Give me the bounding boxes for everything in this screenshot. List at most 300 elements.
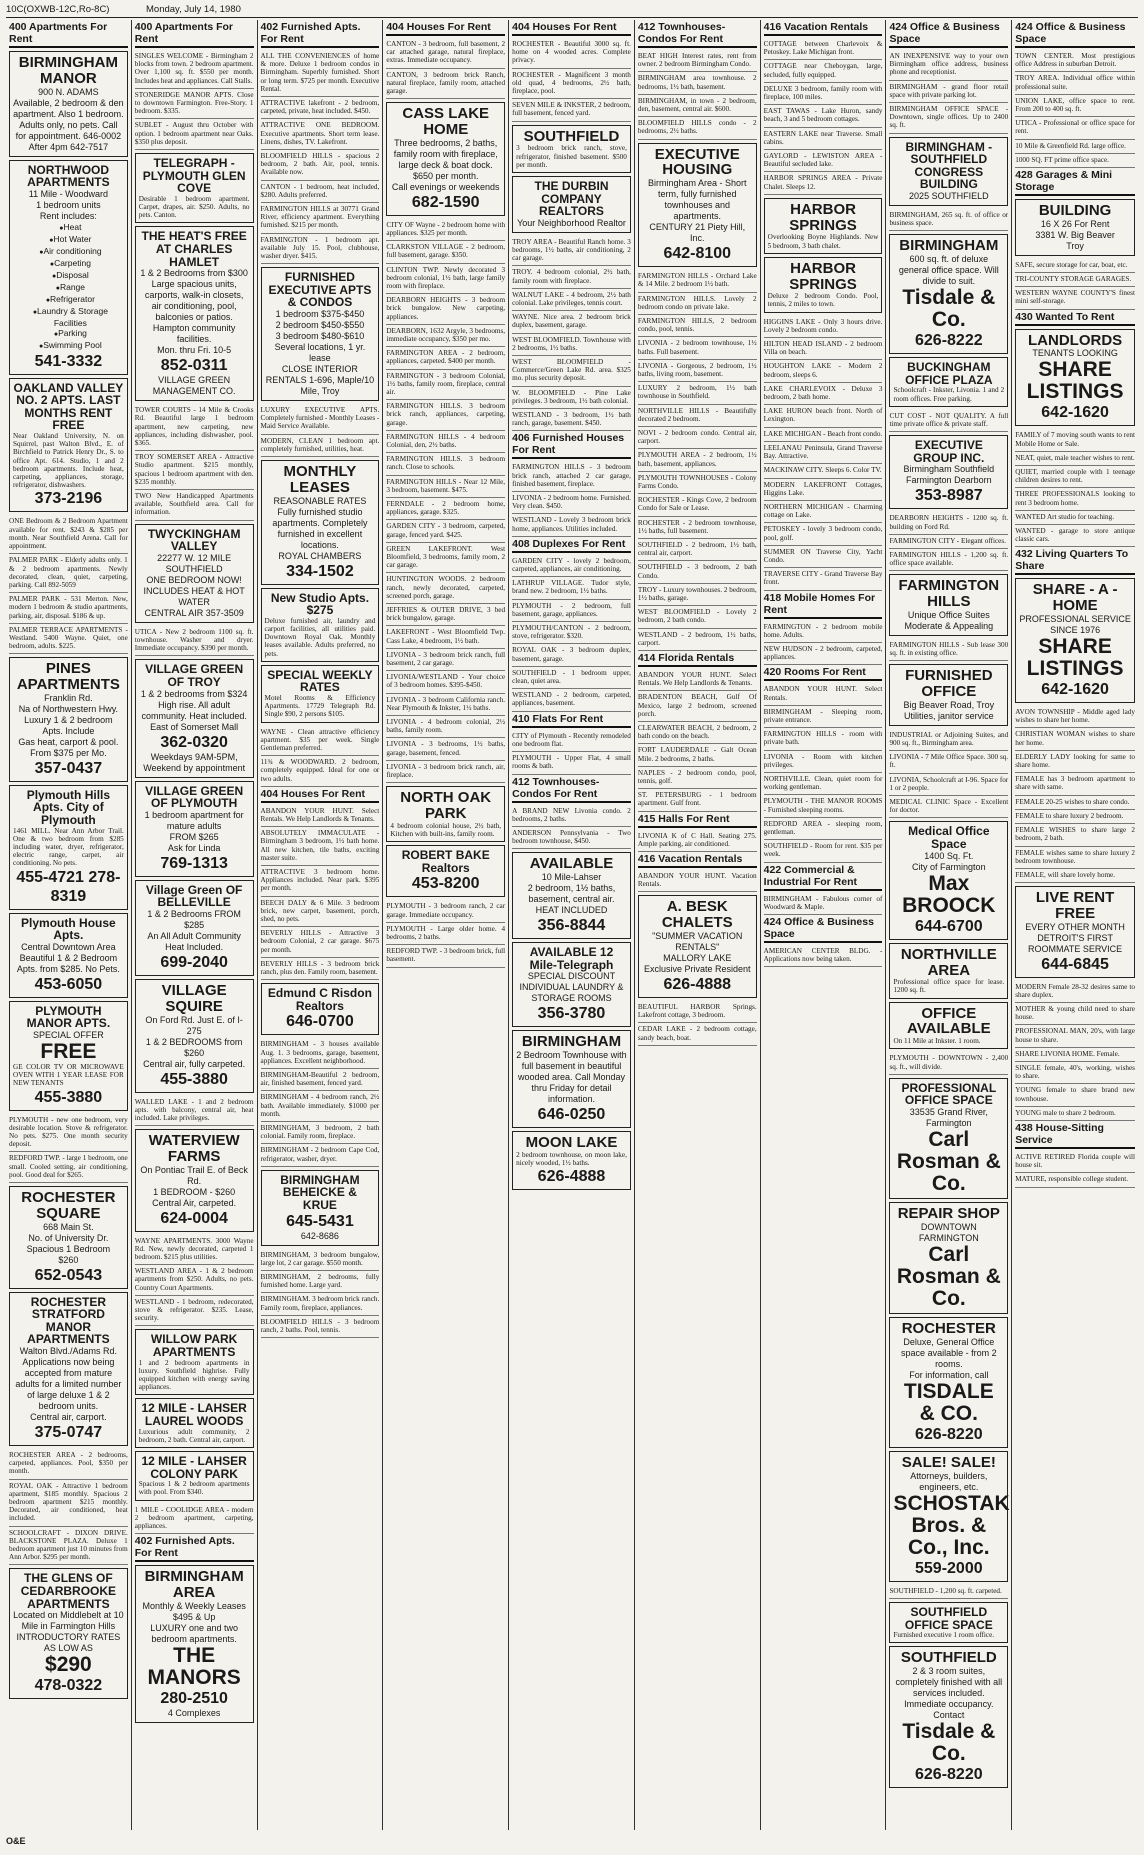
ad-text: FEMALE WISHES to share large 2 bedroom, 2 bath. xyxy=(1015,826,1135,843)
ad-text: WESTLAND - 3 bedroom, 1½ bath ranch, garage, basement. $450. xyxy=(512,411,631,428)
display-ad xyxy=(135,781,254,877)
display-ad xyxy=(764,257,883,313)
ad-text: WEST BLOOMFIELD - Commerce/Green Lake Rd. area. $325 mo. plus security deposit. xyxy=(512,358,631,383)
ad-text: BEECH DALY & 6 Mile. 3 bedroom brick, new carpet, basement, porch, shed, no pets. xyxy=(260,898,380,924)
ad-text: BIRMINGHAM - 4 bedroom ranch, 2½ bath. Available immediately. $1000 per month. xyxy=(260,1093,380,1118)
ad-text: BIRMINGHAM, 2 bedrooms, fully furnished home. Large yard. xyxy=(260,1273,380,1290)
ad-text: MODERN LAKEFRONT Cottages, Higgins Lake. xyxy=(763,480,883,497)
ad-text: FERNDALE - 2 bedroom home, appliances, garage. $325. xyxy=(386,500,506,517)
ad-headline: BUCKINGHAM OFFICE PLAZA xyxy=(905,360,993,387)
ad-line: Franklin Rd. xyxy=(44,692,93,703)
ad-headline: AVAILABLE xyxy=(529,855,614,873)
ad-text: LEELANAU Peninsula, Grand Traverse Bay. Attractive. xyxy=(763,443,883,461)
ad-line: 3 bedroom $480-$610 xyxy=(275,331,365,342)
ad-text: UTICA - Professional or office space for rent. xyxy=(1015,119,1135,136)
ad-headline: SALE! SALE! xyxy=(901,1453,996,1471)
classified-ad xyxy=(386,945,505,967)
ad-line: 1 & 2 Bedrooms FROM $285 xyxy=(147,909,241,930)
ad-text: BIRMINGHAM - 3 houses available Aug. 1. 3 bedrooms, garage, basement, appliances. Excellent neighborhood. xyxy=(260,1040,380,1065)
ad-phone: 541-3332 xyxy=(34,352,103,370)
display-ad xyxy=(9,657,128,782)
ad-phone: 682-1590 xyxy=(411,193,480,211)
ad-headline: LIVE RENT FREE xyxy=(1035,889,1115,922)
classified-ad xyxy=(261,404,380,435)
ad-text: ROYAL OAK - 3 bedroom duplex, basement, garage. xyxy=(512,646,631,663)
ad-headline: SOUTHFIELD xyxy=(523,127,620,145)
ad-headline: ROCHESTER SQUARE xyxy=(21,1189,116,1222)
ad-headline: SHARE - A - HOME xyxy=(1032,581,1118,615)
classified-ad xyxy=(1015,773,1135,795)
ad-phone: 626-8220 xyxy=(915,1766,983,1784)
section-heading: 404 Houses For Rent xyxy=(512,20,631,36)
classified-ad xyxy=(1015,1003,1135,1025)
ad-phone: 652-0543 xyxy=(34,1266,103,1284)
classified-ad xyxy=(1015,810,1135,824)
section-heading: 438 House-Sitting Service xyxy=(1015,1121,1135,1149)
ad-text: ROCHESTER - Magnificent 3 month old quad, 4 bedrooms, 2½ bath, fireplace, pool. xyxy=(512,70,631,96)
classified-ad xyxy=(9,1449,128,1480)
section-heading: 422 Commercial & Industrial For Rent xyxy=(764,863,883,891)
classified-ad xyxy=(889,103,1008,134)
ad-phone: 626-8222 xyxy=(915,332,983,350)
classified-ad xyxy=(1015,796,1135,810)
classified-ad xyxy=(889,50,1008,81)
ad-text: HILTON HEAD ISLAND - 2 bedroom Villa on beach. xyxy=(763,340,883,357)
classified-ad xyxy=(764,818,883,840)
ad-text: PLYMOUTH AREA - 2 bedroom, 1½ bath, basement, appliances. xyxy=(637,451,757,468)
amenity-item: ● Parking xyxy=(17,328,124,340)
classified-ad xyxy=(764,360,883,382)
page-date: Monday, July 14, 1980 xyxy=(146,4,241,15)
display-ad xyxy=(135,659,254,777)
classified-ad xyxy=(1015,140,1135,154)
section-heading: 402 Furnished Apts. For Rent xyxy=(135,1534,254,1562)
classified-ad xyxy=(9,1527,128,1566)
ad-line: Rent includes: xyxy=(39,210,97,221)
ad-text: On 11 Mile at Inkster. 1 room. xyxy=(893,1037,981,1046)
amenity-item: ● Disposal xyxy=(17,270,124,282)
ad-text: ATTRACTIVE 3 bedroom home. Appliances included. Near park. $395 per month. xyxy=(260,868,380,893)
ad-line: 2 bedroom, 1½ baths, basement, central air. xyxy=(527,883,616,905)
classified-ad xyxy=(764,405,883,427)
display-ad xyxy=(135,1451,254,1501)
display-ad xyxy=(889,357,1008,407)
classified-ad xyxy=(512,38,631,69)
ad-line: "SUMMER VACATION RENTALS" xyxy=(652,930,743,952)
ad-headline: WILLOW PARK APARTMENTS xyxy=(150,1332,238,1360)
ad-text: INDUSTRIAL or Adjoining Suites, and 900 sq. ft., Birmingham area. xyxy=(889,730,1009,748)
classified-ad xyxy=(386,738,505,760)
display-ad xyxy=(889,234,1008,354)
ad-headline: Village Green OF BELLEVILLE xyxy=(145,882,243,910)
ad-phone: 646-0700 xyxy=(286,1013,354,1031)
display-ad xyxy=(9,378,128,513)
ad-headline: NORTH OAK PARK xyxy=(400,789,492,823)
classified-ad xyxy=(261,866,380,897)
display-ad xyxy=(638,895,757,998)
ad-text: PLYMOUTH - 3 bedroom ranch, 2 car garage. Immediate occupancy. xyxy=(386,902,506,919)
ad-tail: 642-8686 xyxy=(300,1230,339,1241)
classified-ad xyxy=(135,1265,254,1296)
ad-text: LIVONIA/WESTLAND - Your choice of 3 bedroom homes. $395-$450. xyxy=(386,673,506,690)
ad-text: BEVERLY HILLS - Attractive 3 bedroom Colonial, 2 car garage. $675 per month. xyxy=(260,929,380,954)
ad-text: TROY AREA. Individual office within professional suite. xyxy=(1015,74,1135,91)
ad-text: FEMALE wishes same to share luxury 2 bedroom townhouse. xyxy=(1015,848,1135,865)
classified-ad xyxy=(261,1293,380,1315)
ad-text: DELUXE 3 bedroom, family room with fireplace, 100 miles. xyxy=(763,84,883,102)
ad-text: HARBOR SPRINGS AREA - Private Chalet. Sleeps 12. xyxy=(763,174,883,191)
classified-ad xyxy=(135,404,254,451)
display-ad xyxy=(512,1030,631,1128)
classified-ad xyxy=(638,539,757,561)
display-ad xyxy=(1015,329,1135,427)
ad-text: BLOOMFIELD HILLS condo - 2 bedrooms, 2½ baths. xyxy=(637,119,757,136)
section-heading: 432 Living Quarters To Share xyxy=(1015,547,1135,575)
classified-ad xyxy=(764,442,883,464)
classified-ad xyxy=(638,870,757,892)
ad-text: REDFORD AREA - sleeping room, gentleman. xyxy=(763,819,883,836)
ad-line: Big Beaver Road, Troy xyxy=(903,699,995,710)
ad-headline: MOON LAKE xyxy=(525,1134,618,1151)
classified-ad xyxy=(261,958,380,980)
classified-ad xyxy=(261,97,380,119)
ad-headline: NORTHVILLE AREA xyxy=(900,945,997,979)
section-heading: 415 Halls For Rent xyxy=(638,812,757,828)
classified-ad xyxy=(638,669,757,691)
column-1 xyxy=(6,20,132,1830)
ad-phone: 646-0250 xyxy=(537,1106,606,1123)
classified-ad xyxy=(1015,981,1135,1003)
ad-line: Mon. thru Fri. 10-5 xyxy=(157,345,232,356)
classified-ad xyxy=(512,69,631,100)
classified-ad xyxy=(386,294,505,325)
ad-text: BLOOMFIELD HILLS - spacious 2 bedroom, 2 bath. Air, pool, tennis. Available now. xyxy=(260,152,380,177)
classified-ad xyxy=(1015,511,1135,525)
ad-text: FARMINGTON HILLS - room with private bath. xyxy=(763,730,883,747)
classified-ad xyxy=(1015,95,1135,117)
ad-headline: BIRMINGHAM BEHEICKE & KRUE xyxy=(280,1172,360,1213)
ad-text: Desirable 1 bedroom apartment. Carpet, drapes, air. $250. Adults, no pets. Canton. xyxy=(138,194,250,220)
ad-text: Luxurious adult community, 2 bedroom, 2 bath. Central air, carport. xyxy=(138,1427,250,1444)
display-ad xyxy=(261,460,380,585)
ad-text: HIGGINS LAKE - Only 3 hours drive. Lovely 2 bedroom condo. xyxy=(763,317,883,334)
ad-line: 1 & 2 BEDROOMS from $260 xyxy=(145,1036,243,1058)
ad-text: CHRISTIAN WOMAN wishes to share her home. xyxy=(1015,730,1135,747)
ad-text: 2 bedroom townhouse, on moon lake, nicely wooded, 1½ baths. xyxy=(516,1150,627,1167)
ad-phone: 559-2000 xyxy=(915,1559,983,1577)
classified-ad xyxy=(764,383,883,405)
classified-ad xyxy=(638,337,757,359)
ad-feature: Tisdale & Co. xyxy=(902,1720,996,1766)
classified-ad xyxy=(386,923,505,945)
ad-text: PETOSKEY - lovely 3 bedroom condo, pool, golf. xyxy=(763,525,883,542)
ad-text: BLOOMFIELD HILLS - 3 bedroom ranch, 2 baths. Pool, tennis. xyxy=(260,1317,380,1335)
display-ad xyxy=(9,913,128,998)
classified-ad xyxy=(638,722,757,744)
ad-text: FARMINGTON HILLS - Sub lease 300 sq. ft. in existing office. xyxy=(889,640,1009,658)
classified-ad xyxy=(889,751,1008,773)
ad-text: CITY of Plymouth - Recently remodeled one bedroom flat. xyxy=(512,731,631,748)
ad-text: NEW HUDSON - 2 bedroom, carpeted, appliances. xyxy=(763,644,883,662)
display-ad xyxy=(512,176,631,233)
ad-feature: TISDALE & CO. xyxy=(903,1379,994,1425)
ad-line: 1 bedroom units xyxy=(36,199,101,210)
classified-ad xyxy=(1015,259,1135,273)
ad-line: Deluxe, General Office space available - from 2 rooms. xyxy=(901,1336,997,1369)
classified-ad xyxy=(764,128,883,150)
ad-text: AVON TOWNSHIP - Middle aged lady wishes to share her home. xyxy=(1015,708,1135,725)
ad-line: 900 N. ADAMS xyxy=(38,86,99,97)
ad-text: LATHRUP VILLAGE. Tudor style, brand new. 2 bedroom, 1½ baths. xyxy=(512,579,631,596)
ad-line: 1400 Sq. Ft. xyxy=(924,850,974,861)
classified-ad xyxy=(1015,1025,1135,1047)
ad-text: 1461 MILL. Near Ann Arbor Trail. One & two bedroom from $285 including water, dryer, refrigerator, electric range, carpet, air conditioning. No pets. xyxy=(13,826,124,868)
section-heading: 424 Office & Business Space xyxy=(889,20,1008,48)
classified-ad xyxy=(764,523,883,545)
ad-text: CUT COST - NOT QUALITY. A full time private office & private staff. xyxy=(889,411,1009,429)
classified-ad xyxy=(386,520,505,542)
ad-headline: SOUTHFIELD OFFICE SPACE xyxy=(904,1604,993,1632)
ad-text: LIVONIA - 3 bedrooms, 1½ baths, garage, basement, fenced. xyxy=(386,740,506,757)
ad-text: COTTAGE near Cheboygan, large, secluded, fully equipped. xyxy=(763,62,883,79)
ad-line: INTRODUCTORY RATES AS LOW AS xyxy=(16,1632,121,1654)
ad-text: PLYMOUTH - new one bedroom, very desirable location. Stove & refrigerator. No pets. $275. One month security deposit. xyxy=(9,1115,128,1149)
ad-text: Motel Rooms & Efficiency Apartments. 17729 Telegraph Rd. Single $90, 2 persons $105. xyxy=(264,693,376,719)
ad-phone: 280-2510 xyxy=(160,1689,228,1707)
ad-text: ABANDON YOUR HUNT. Select Rentals. We Help Landlords & Tenants. xyxy=(260,806,380,823)
ad-text: PALMER PARK - 531 Merton. New, modern 1 bedroom & studio apartments, parking, air, disposal. $186 & up. xyxy=(9,595,128,620)
ad-phone: 642-1620 xyxy=(1041,404,1109,422)
display-ad xyxy=(135,880,254,976)
classified-ad xyxy=(386,347,505,369)
ad-text: WANTED Art studio for teaching. xyxy=(1015,512,1115,521)
ad-line: HEAT INCLUDED xyxy=(535,905,608,916)
ad-text: BEVERLY HILLS - 3 bedroom brick ranch, plus den. Family room, basement. xyxy=(260,959,380,977)
ad-text: MACKINAW CITY. Sleeps 6. Color TV. xyxy=(763,466,882,475)
classified-ad xyxy=(764,773,883,795)
ad-text: YOUNG male to share 2 bedroom. xyxy=(1015,1108,1116,1117)
ad-text: ROCHESTER - Beautiful 3000 sq. ft. home on 4 wooded acres. Complete privacy. xyxy=(512,40,631,65)
ad-text: FARMINGTON - 3 bedroom Colonial, 1½ baths, family room, fireplace, central air. xyxy=(386,371,506,396)
ad-line: SPECIAL OFFER xyxy=(33,1030,104,1040)
ad-feature: Max BROOCK xyxy=(902,871,996,917)
display-ad xyxy=(889,1451,1008,1582)
classified-ad xyxy=(261,1316,380,1338)
ad-text: REDFORD TWP. - 3 bedroom brick, full basement. xyxy=(386,947,506,964)
ad-line: From $375 per Mo. xyxy=(30,747,107,758)
ad-text: SUMMER ON Traverse City, Yacht Condo. xyxy=(763,547,883,564)
ad-headline: BIRMINGHAM - SOUTHFIELD CONGRESS BUILDING xyxy=(905,139,993,192)
ad-text: NOVI - 2 bedroom condo. Central air, carport. xyxy=(637,428,757,446)
classified-ad xyxy=(512,555,631,577)
classified-ad xyxy=(261,1249,380,1271)
classified-ad xyxy=(1015,1107,1135,1121)
ad-text: GREEN LAKEFRONT. West Bloomfield, 3 bedrooms, family room, 2 car garage. xyxy=(386,544,506,570)
ad-phone: 478-0322 xyxy=(34,1677,103,1695)
ad-text: LIVONIA - Room with kitchen privileges. xyxy=(763,752,883,769)
ad-line: EVERY OTHER MONTH xyxy=(1025,921,1125,932)
classified-ad xyxy=(638,494,757,516)
display-ad xyxy=(135,226,254,401)
ad-headline: PLYMOUTH MANOR APTS. xyxy=(26,1003,111,1031)
section-heading: 404 Houses For Rent xyxy=(261,787,380,803)
ad-text: HUNTINGTON WOODS. 2 bedroom ranch, newly decorated, carpeted, screened porch, garage. xyxy=(386,575,506,600)
ad-text: Professional office space for lease. 1200 sq. ft. xyxy=(893,978,1005,995)
classified-ad xyxy=(386,325,505,347)
column-6 xyxy=(635,20,761,1830)
column-5 xyxy=(509,20,635,1830)
classified-ad xyxy=(261,1091,380,1122)
classified-ad xyxy=(512,99,631,121)
ad-line: Na of Northwestern Hwy. xyxy=(18,703,119,714)
ad-headline: THE DURBIN COMPANY REALTORS xyxy=(534,178,609,219)
classified-ad xyxy=(386,38,505,69)
classified-ad xyxy=(261,50,380,97)
display-ad xyxy=(1015,199,1135,256)
classified-ad xyxy=(889,535,1008,549)
ad-line: 11 Mile - Woodward xyxy=(28,188,108,199)
amenity-list xyxy=(13,222,124,352)
classified-ad xyxy=(638,315,757,337)
ad-text: HOUGHTON LAKE - Modern 2 bedroom, sleeps 6. xyxy=(763,362,883,379)
ad-text: ONE Bedroom & 2 Bedroom Apartment available for rent. $243 & $285 per month. Near Southfield Arena. Call for appointment. xyxy=(9,517,128,551)
classified-ad xyxy=(638,405,757,427)
classified-ad xyxy=(1015,50,1135,72)
ad-phone: 644-6700 xyxy=(915,917,983,935)
ad-text: Deluxe 2 bedroom Condo. Pool, tennis, 2 miles to town. xyxy=(767,292,879,309)
display-ad xyxy=(889,1202,1008,1314)
ad-text: WESTLAND AREA - 1 & 2 bedroom apartments from $250. Adults, no pets. Country Court Apartments. xyxy=(134,1267,254,1292)
classified-ad xyxy=(9,1114,128,1153)
ad-line: 2 Bedroom Townhouse with full basement in beautiful wooded area. Call Monday thru Friday for detail information. xyxy=(516,1050,627,1104)
column-3 xyxy=(258,20,384,1830)
ad-text: ABANDON YOUR HUNT. Vacation Rentals. xyxy=(637,872,757,889)
classified-ad xyxy=(889,774,1008,796)
ad-headline: VILLAGE GREEN OF PLYMOUTH xyxy=(145,783,244,811)
ad-text: TOWER COURTS - 14 Mile & Crooks Rd. Beautiful large 1 bedroom apartment, new carpeting, new appliances, including dishwasher, pool. $365. xyxy=(134,406,254,448)
ad-phone: 699-2040 xyxy=(160,954,228,971)
classified-ad xyxy=(638,427,757,449)
classified-ad xyxy=(512,730,631,752)
section-heading: 420 Rooms For Rent xyxy=(764,665,883,681)
display-ad xyxy=(135,153,254,223)
ad-line: ONE BEDROOM NOW! INCLUDES HEAT & HOT WATER xyxy=(143,574,245,607)
ad-text: FEMALE has 3 bedroom apartment to share with same. xyxy=(1015,775,1135,792)
classified-ad xyxy=(261,150,380,181)
classified-ad xyxy=(386,900,505,922)
ad-feature: THE MANORS xyxy=(147,1643,241,1689)
display-ad xyxy=(638,143,757,268)
ad-line: Birmingham Area - Short term, fully furnished townhouses and apartments. xyxy=(647,178,747,222)
classified-ad xyxy=(764,38,883,60)
classified-ad xyxy=(9,1152,128,1183)
ad-text: ST. PETERSBURG - 1 bedroom apartment. Gulf front. xyxy=(637,791,757,808)
classified-ad xyxy=(638,270,757,292)
ad-text: QUIET, married couple with 1 teenage children desires to rent. xyxy=(1015,468,1135,485)
classified-ad xyxy=(889,1052,1008,1074)
ad-text: LAKEFRONT - West Bloomfield Twp. Cass Lake, 4 bedroom, 1½ bath. xyxy=(386,628,506,645)
ad-text: LAKE HURON beach front. North of Lexington. xyxy=(763,407,883,424)
classified-ad xyxy=(1015,72,1135,94)
ad-text: MODERN Female 28-32 desires same to share duplex. xyxy=(1015,982,1135,999)
amenity-item: ● Hot Water xyxy=(17,234,124,246)
ad-line: 2 bedroom $450-$550 xyxy=(275,320,365,331)
ad-text: 4 bedroom colonial house, 2½ bath, Kitchen with built-ins, family room. xyxy=(390,821,502,838)
classified-ad xyxy=(1015,706,1135,728)
classified-ad xyxy=(261,1271,380,1293)
ad-text: SINGLES WELCOME - Birmingham 2 blocks from town. 2 bedroom apartment. Over 1,100 sq. ft. $550 per month. Includes heat and appliances. Call Stalls. xyxy=(134,52,254,85)
display-ad xyxy=(135,1398,254,1448)
ad-text: ANDERSON Pennsylvania - Two bedroom townhouse, $450. xyxy=(512,828,631,846)
ad-text: WEST BLOOMFIELD - Lovely 2 bedroom, 2 bath condo. xyxy=(637,608,757,625)
display-ad xyxy=(386,102,505,216)
ad-text: BRADENTON BEACH, Gulf Of Mexico, large 2 bedroom, screened porch. xyxy=(637,693,757,718)
classified-ad xyxy=(638,1001,757,1023)
column-7 xyxy=(761,20,887,1830)
ad-headline: 12 MILE - LAHSER COLONY PARK xyxy=(141,1454,247,1481)
classified-ad xyxy=(512,644,631,666)
ad-text: REDFORD TWP. - large 1 bedroom, one small. Cooled setting, air conditioning, pool. Good deal for $265. xyxy=(9,1154,128,1179)
ad-headline: NORTHWOOD APARTMENTS xyxy=(27,162,110,190)
ad-text: FARMINGTON HILLS, 2 bedroom condo, pool, tennis. xyxy=(637,316,757,334)
ad-text: BIRMINGHAM - Sleeping room, private entrance. xyxy=(763,707,883,724)
ad-line: 668 Main St. xyxy=(43,1221,94,1232)
ad-headline: BIRMINGHAM xyxy=(899,237,999,255)
display-ad xyxy=(512,852,631,939)
display-ad xyxy=(135,1129,254,1232)
ad-text: FARMINGTON HILLS - 1,200 sq. ft. office space available. xyxy=(889,551,1009,568)
ad-text: YOUNG female to share brand new townhouse. xyxy=(1015,1086,1135,1103)
ad-headline: BIRMINGHAM AREA xyxy=(144,1568,244,1601)
ad-line: 600 sq. ft. of deluxe general office space. Will divide to suit. xyxy=(898,254,999,287)
ad-text: FEMALE, will share lovely home. xyxy=(1015,870,1116,879)
display-ad xyxy=(764,198,883,254)
ad-tail: Weekdays 9AM-5PM, Weekend by appointment xyxy=(143,751,246,773)
ad-text: FARMINGTON HILLS at 30771 Grand River, efficiency apartment. Everything furnished. $215 per month. xyxy=(260,205,380,230)
ad-text: EASTERN LAKE near Traverse. Small cabins. xyxy=(763,129,883,146)
ad-text: WESTLAND - Lovely 3 bedroom brick home, appliances. Utilities included. xyxy=(512,516,631,533)
ad-headline: ROBERT BAKE Realtors xyxy=(401,848,490,875)
classified-ad xyxy=(889,639,1008,661)
section-label: 10C(OXWB-12C,Ro-8C) xyxy=(6,4,110,15)
display-ad xyxy=(261,267,380,401)
amenity-item: ● Carpeting xyxy=(17,258,124,270)
classified-ad xyxy=(386,649,505,671)
section-heading: 430 Wanted To Rent xyxy=(1015,310,1135,326)
ad-text: NORTHVILLE. Clean, quiet room for working gentleman. xyxy=(763,774,883,792)
ad-line: Fully furnished studio apartments. Completely furnished in excellent locations. xyxy=(272,506,368,550)
classified-ad xyxy=(9,624,128,655)
ad-text: FARMINGTON HILLS - 4 bedroom Colonial, den, 2½ baths. xyxy=(386,432,506,449)
ad-text: Overlooking Boyne Highlands. New 5 bedroom, 3 bath chalet. xyxy=(767,233,879,250)
classified-ad xyxy=(764,643,883,665)
classified-ad xyxy=(638,629,757,651)
section-heading: 400 Apartments For Rent xyxy=(135,20,254,48)
display-ad xyxy=(9,1568,128,1699)
ad-text: MODERN, CLEAN 1 bedroom apt. completely furnished, utilities, heat. xyxy=(260,436,380,453)
ad-text: DEARBORN HEIGHTS - 3 bedroom brick bungalow. New carpeting, appliances. xyxy=(386,296,506,321)
classified-ad xyxy=(1015,824,1135,846)
ad-text: TRI-COUNTY STORAGE GARAGES. xyxy=(1015,274,1132,283)
ad-line: $260 xyxy=(58,1254,79,1265)
ad-text: CANTON - 3 bedroom, full basement, 2 car attached garage, natural fireplace, extras. Immediate occupancy. xyxy=(386,40,506,65)
classified-ad xyxy=(638,360,757,382)
classified-ad xyxy=(638,691,757,722)
ad-text: PLYMOUTH - THE MANOR ROOMS - Furnished sleeping rooms. xyxy=(763,797,883,814)
classified-ad xyxy=(261,827,380,866)
ad-line: PROFESSIONAL SERVICE SINCE 1976 xyxy=(1019,613,1131,635)
ad-text: LIVONIA K of C Hall. Seating 275. Ample parking, air conditioned. xyxy=(637,831,757,848)
